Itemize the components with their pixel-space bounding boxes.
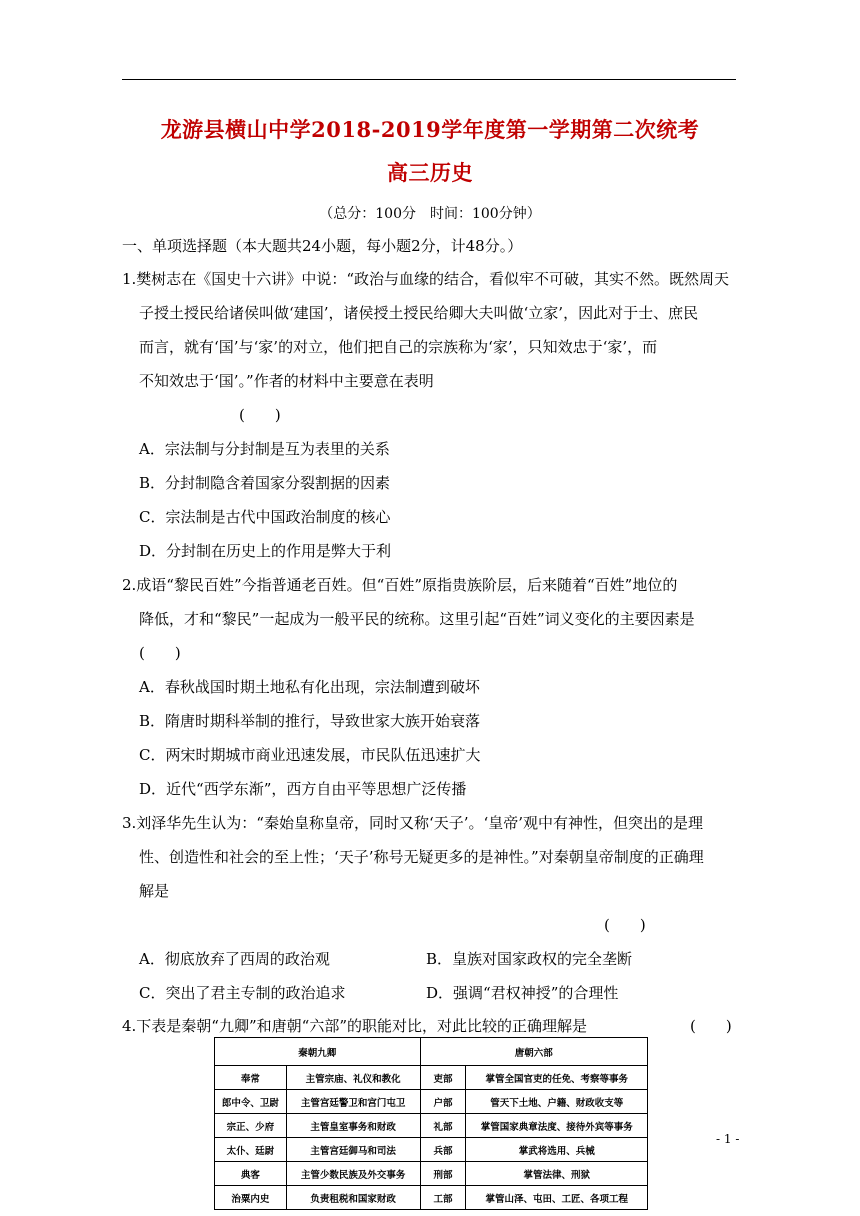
- table-header-tang: 唐朝六部: [420, 1038, 647, 1066]
- q2-option-d: D．近代“西学东渐”，西方自由平等思想广泛传播: [139, 780, 467, 798]
- q1-line-2: 子授土授民给诸侯叫做‘建国’，诸侯授土授民给卿大夫叫做‘立家’，因此对于士、庶民: [139, 304, 699, 322]
- q2-line-2: 降低，才和“黎民”一起成为一般平民的统称。这里引起“百姓”词义变化的主要因素是: [139, 610, 695, 628]
- table-cell: 郎中令、卫尉: [215, 1090, 287, 1114]
- table-cell: 主管宗庙、礼仪和教化: [286, 1066, 420, 1090]
- table-cell: 掌管国家典章法度、接待外宾等事务: [466, 1114, 648, 1138]
- q3-option-c: C．突出了君主专制的政治追求: [139, 984, 346, 1002]
- table-cell: 管天下土地、户籍、财政收支等: [466, 1090, 648, 1114]
- q1-option-c: C．宗法制是古代中国政治制度的核心: [139, 508, 391, 526]
- q3-option-d: D．强调“君权神授”的合理性: [426, 984, 619, 1002]
- q3-line-2: 性、创造性和社会的至上性；‘天子’称号无疑更多的是神性。”对秦朝皇帝制度的正确理: [139, 848, 704, 866]
- table-row: [215, 1138, 648, 1162]
- table-cell: 掌武将选用、兵械: [466, 1138, 648, 1162]
- q4-line-1: 4.下表是秦朝“九卿”和唐朝“六部”的职能对比，对此比较的正确理解是: [122, 1017, 587, 1035]
- q3-line-1: 3.刘泽华先生认为：“秦始皇称皇帝，同时又称‘天子’。‘皇帝’观中有神性，但突出的是理: [122, 814, 704, 832]
- table-cell: 治粟内史: [215, 1186, 287, 1210]
- table-cell: 礼部: [420, 1114, 466, 1138]
- q2-option-b: B．隋唐时期科举制的推行，导致世家大族开始衰落: [139, 712, 481, 730]
- table-row: [215, 1090, 648, 1114]
- page-number: - 1 -: [716, 1132, 740, 1146]
- exam-subject: 高三历史: [387, 160, 473, 185]
- table-header-row: [215, 1038, 648, 1066]
- section-heading: 一、单项选择题（本大题共24小题，每小题2分，计48分。）: [122, 237, 523, 255]
- table-cell: 工部: [420, 1186, 466, 1210]
- table-cell: 典客: [215, 1162, 287, 1186]
- table-cell: 刑部: [420, 1162, 466, 1186]
- table-cell: 奉常: [215, 1066, 287, 1090]
- q3-answer-blank: ( ): [604, 916, 646, 934]
- table-row: [215, 1114, 648, 1138]
- q1-option-a: A．宗法制与分封制是互为表里的关系: [139, 440, 390, 458]
- exam-info: （总分：100分 时间：100分钟）: [319, 206, 541, 222]
- q3-option-b: B．皇族对国家政权的完全垄断: [426, 950, 633, 968]
- q4-answer-blank: ( ): [690, 1017, 732, 1035]
- table-row: [215, 1162, 648, 1186]
- q2-line-1: 2.成语“黎民百姓”今指普通老百姓。但“百姓”原指贵族阶层，后来随着“百姓”地位的: [122, 576, 678, 594]
- table-cell: 掌管法律、刑狱: [466, 1162, 648, 1186]
- q3-line-3: 解是: [139, 882, 170, 900]
- table-cell: 宗正、少府: [215, 1114, 287, 1138]
- table-cell: 主管宫廷御马和司法: [286, 1138, 420, 1162]
- q1-line-3: 而言，就有‘国’与‘家’的对立，他们把自己的宗族称为‘家’，只知效忠于‘家’，而: [139, 338, 658, 356]
- q3-option-a: A．彻底放弃了西周的政治观: [139, 950, 330, 968]
- table-cell: 掌管山泽、屯田、工匠、各项工程: [466, 1186, 648, 1210]
- q1-option-b: B．分封制隐含着国家分裂割据的因素: [139, 474, 391, 492]
- q2-answer-blank: ( ): [139, 644, 181, 662]
- q1-line-4: 不知效忠于‘国’。”作者的材料中主要意在表明: [139, 372, 434, 390]
- table-cell: 兵部: [420, 1138, 466, 1162]
- table-cell: 负责租税和国家财政: [286, 1186, 420, 1210]
- exam-title: 龙游县横山中学2018-2019学年度第一学期第二次统考: [160, 117, 700, 142]
- table-cell: 主管宫廷警卫和宫门屯卫: [286, 1090, 420, 1114]
- table-cell: 吏部: [420, 1066, 466, 1090]
- table-cell: 主管少数民族及外交事务: [286, 1162, 420, 1186]
- table-header-qin: 秦朝九卿: [215, 1038, 421, 1066]
- q1-option-d: D．分封制在历史上的作用是弊大于利: [139, 542, 392, 560]
- q2-option-a: A．春秋战国时期土地私有化出现，宗法制遭到破坏: [139, 678, 480, 696]
- table-cell: 主管皇室事务和财政: [286, 1114, 420, 1138]
- q1-line-1: 1.樊树志在《国史十六讲》中说：“政治与血缘的结合，看似牢不可破，其实不然。既然周天: [122, 270, 729, 288]
- q1-answer-blank: ( ): [239, 406, 281, 424]
- top-rule: [122, 79, 736, 80]
- table-row: [215, 1186, 648, 1210]
- table-cell: 太仆、廷尉: [215, 1138, 287, 1162]
- q2-option-c: C．两宋时期城市商业迅速发展，市民队伍迅速扩大: [139, 746, 481, 764]
- table-cell: 户部: [420, 1090, 466, 1114]
- table-cell: 掌管全国官吏的任免、考察等事务: [466, 1066, 648, 1090]
- table-row: [215, 1066, 648, 1090]
- comparison-table: [214, 1037, 648, 1210]
